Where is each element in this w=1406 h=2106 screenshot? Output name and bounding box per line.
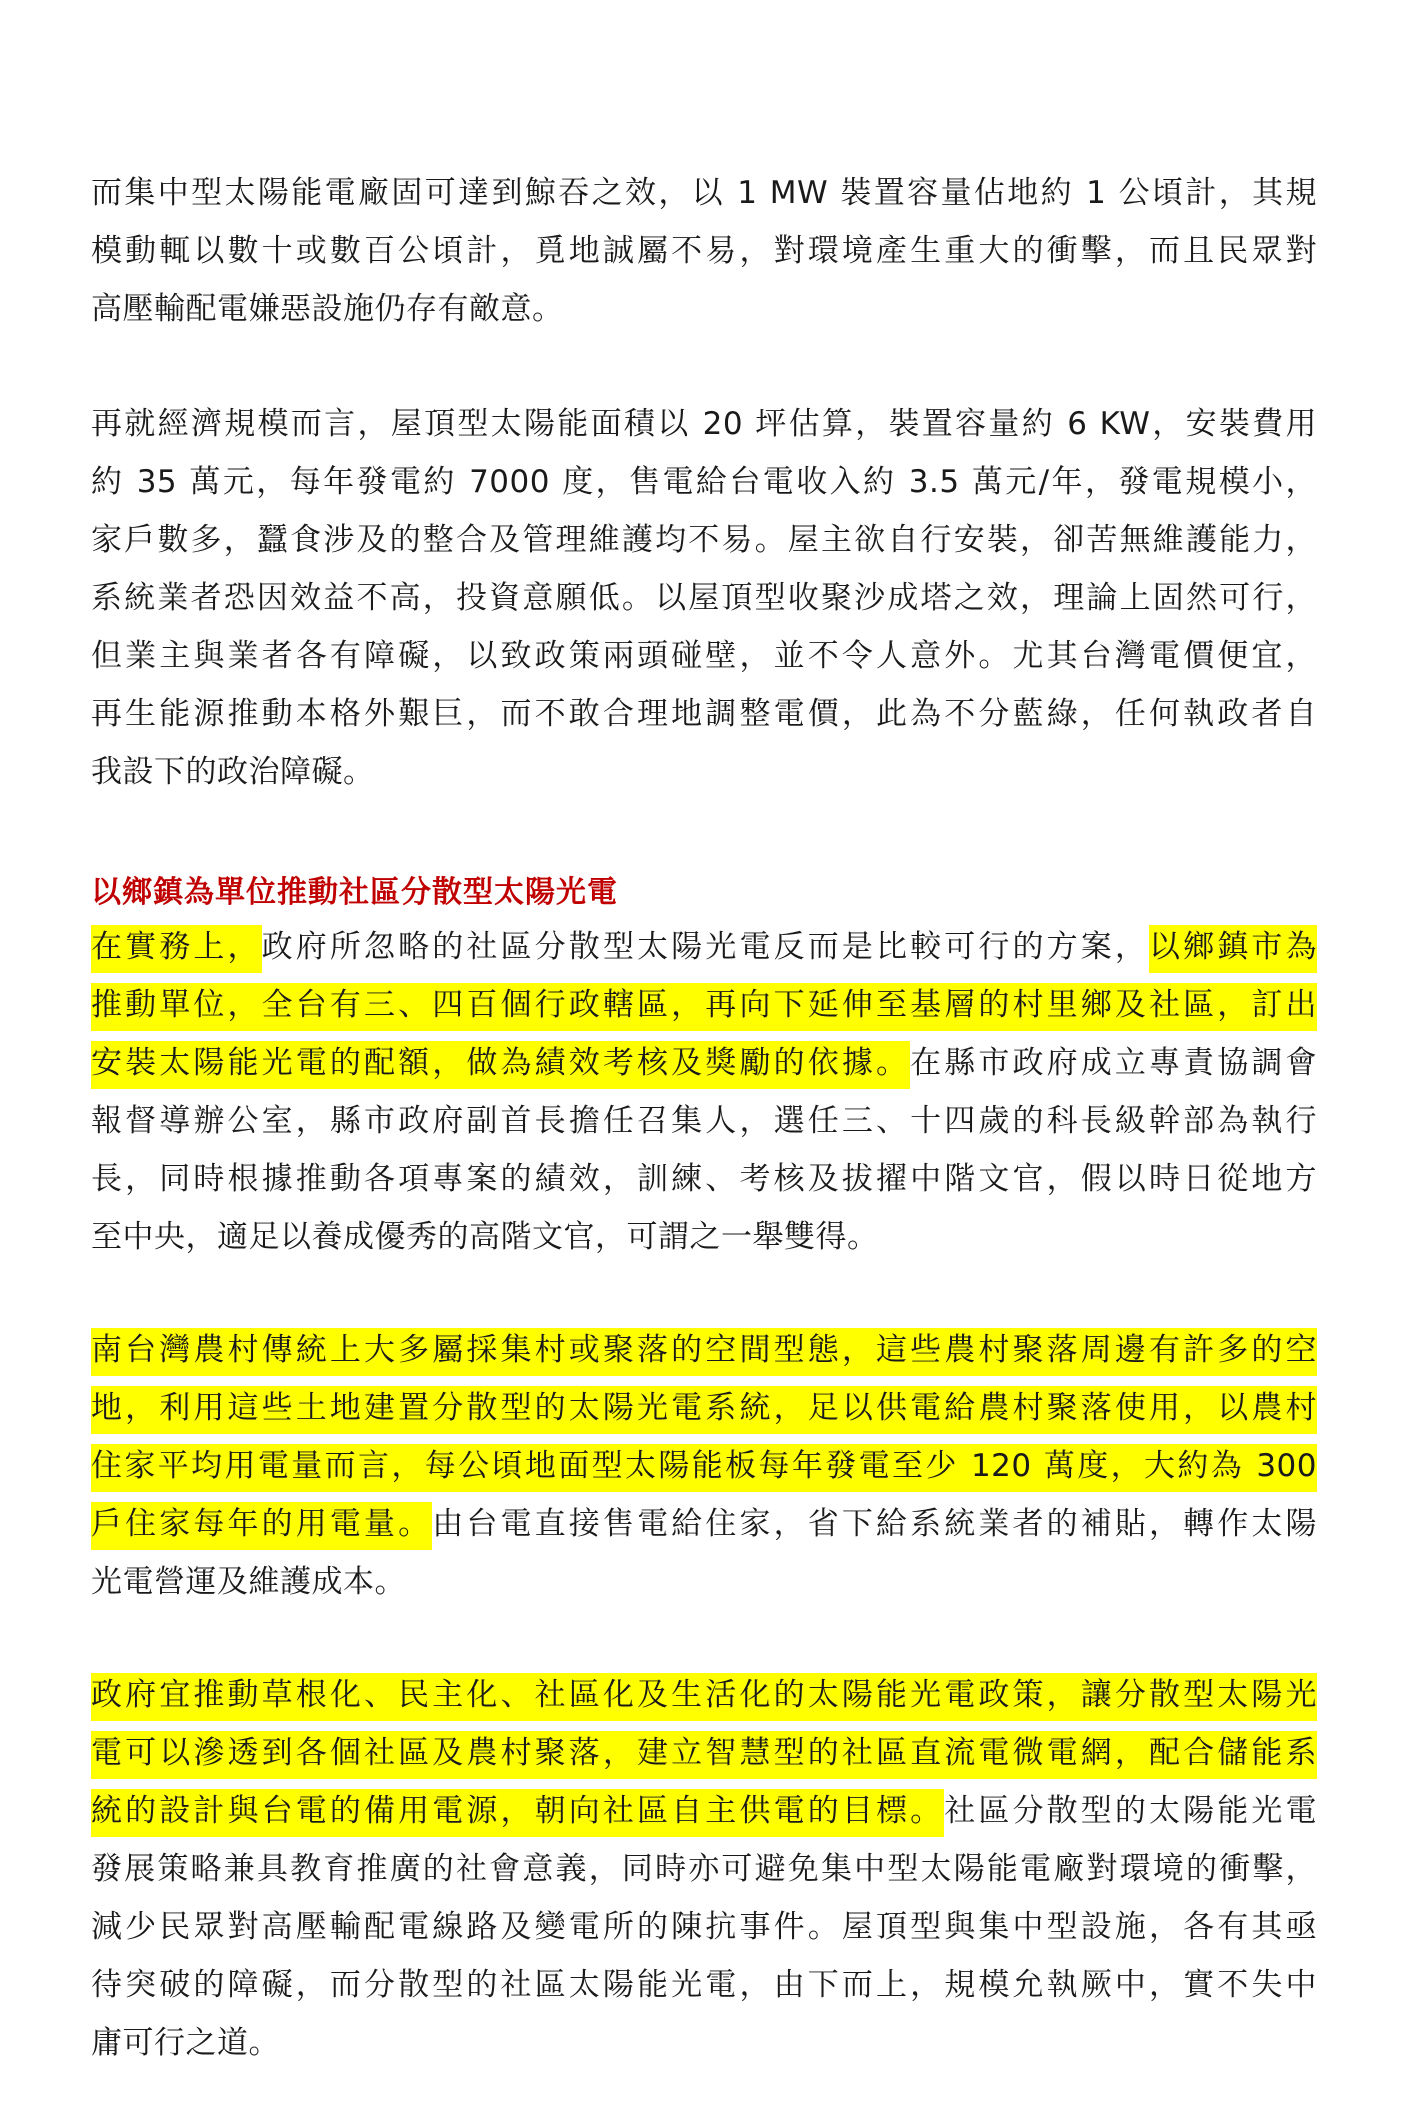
text-line: 至中央，適足以養成優秀的高階文官，可謂之一舉雙得。 (91, 1219, 879, 1255)
highlighted-text: 以鄉鎮市為 (1149, 925, 1317, 973)
text-line (91, 1724, 1317, 1782)
paragraph-economic-scale (91, 395, 1317, 801)
text-line: 再生能源推動本格外艱巨，而不敢合理地調整電價，此為不分藍綠，任何執政者自 (91, 696, 1317, 732)
text-line: 再就經濟規模而言，屋頂型太陽能面積以 20 坪估算，裝置容量約 6 KW，安裝費用 (91, 406, 1317, 442)
highlighted-text: 地，利用這些土地建置分散型的太陽光電系統，足以供電給農村聚落使用，以農村 (91, 1386, 1317, 1434)
plain-text: 在縣市政府成立專責協調會 (910, 1045, 1318, 1081)
text-line: 減少民眾對高壓輸配電線路及變電所的陳抗事件。屋頂型與集中型設施，各有其亟 (91, 1909, 1317, 1945)
text-line: 家戶數多，蠶食涉及的整合及管理維護均不易。屋主欲自行安裝，卻苦無維護能力， (91, 522, 1317, 558)
text-line: 系統業者恐因效益不高，投資意願低。以屋頂型收聚沙成塔之效，理論上固然可行， (91, 580, 1317, 616)
text-line (91, 1379, 1317, 1437)
text-line (91, 1034, 1317, 1092)
text-line: 長，同時根據推動各項專案的績效，訓練、考核及拔擢中階文官，假以時日從地方 (91, 1161, 1317, 1197)
text-line: 約 35 萬元，每年發電約 7000 度，售電給台電收入約 3.5 萬元/年，發電規模小， (91, 464, 1317, 500)
text-line (91, 918, 1317, 976)
text-line: 我設下的政治障礙。 (91, 754, 375, 790)
highlighted-text: 南台灣農村傳統上大多屬採集村或聚落的空間型態，這些農村聚落周邊有許多的空 (91, 1328, 1317, 1376)
text-line: 模動輒以數十或數百公頃計，覓地誠屬不易，對環境產生重大的衝擊，而且民眾對 (91, 233, 1317, 269)
text-line: 但業主與業者各有障礙，以致政策兩頭碰壁，並不令人意外。尤其台灣電價便宜， (91, 638, 1317, 674)
highlighted-text: 住家平均用電量而言，每公頃地面型太陽能板每年發電至少 120 萬度，大約為 300 (91, 1444, 1317, 1492)
paragraph-policy-recommendation (91, 1666, 1317, 2072)
text-line: 待突破的障礙，而分散型的社區太陽能光電，由下而上，規模允執厥中，實不失中 (91, 1967, 1317, 2003)
plain-text: 社區分散型的太陽能光電 (944, 1793, 1318, 1829)
highlighted-text: 推動單位，全台有三、四百個行政轄區，再向下延伸至基層的村里鄉及社區，訂出 (91, 983, 1317, 1031)
text-line: 報督導辦公室，縣市政府副首長擔任召集人，選任三、十四歲的科長級幹部為執行 (91, 1103, 1317, 1139)
highlighted-text: 戶住家每年的用電量。 (91, 1502, 432, 1550)
text-line: 而集中型太陽能電廠固可達到鯨吞之效，以 1 MW 裝置容量佔地約 1 公頃計，其規 (91, 175, 1317, 211)
text-line (91, 976, 1317, 1034)
paragraph-township-unit (91, 918, 1317, 1266)
plain-text: 由台電直接售電給住家，省下給系統業者的補貼，轉作太陽 (432, 1506, 1318, 1542)
paragraph-rural-settlements (91, 1321, 1317, 1611)
highlighted-text: 電可以滲透到各個社區及農村聚落，建立智慧型的社區直流電微電網，配合儲能系 (91, 1731, 1317, 1779)
highlighted-text: 統的設計與台電的備用電源，朝向社區自主供電的目標。 (91, 1789, 944, 1837)
paragraph-centralized-solar (91, 164, 1317, 338)
text-line: 光電營運及維護成本。 (91, 1564, 406, 1600)
text-line (91, 1437, 1317, 1495)
text-line: 庸可行之道。 (91, 2025, 280, 2061)
text-line: 發展策略兼具教育推廣的社會意義，同時亦可避免集中型太陽能電廠對環境的衝擊， (91, 1851, 1317, 1887)
plain-text: 政府所忽略的社區分散型太陽光電反而是比較可行的方案， (261, 929, 1149, 965)
text-line (91, 1782, 1317, 1840)
section-heading: 以鄉鎮為單位推動社區分散型太陽光電 (91, 875, 618, 910)
highlighted-text: 在實務上， (91, 925, 262, 973)
text-line (91, 1495, 1317, 1553)
highlighted-text: 政府宜推動草根化、民主化、社區化及生活化的太陽能光電政策，讓分散型太陽光 (91, 1673, 1317, 1721)
highlighted-text: 安裝太陽能光電的配額，做為績效考核及獎勵的依據。 (91, 1041, 910, 1089)
text-line (91, 1321, 1317, 1379)
text-line (91, 1666, 1317, 1724)
text-line: 高壓輸配電嫌惡設施仍存有敵意。 (91, 291, 564, 327)
